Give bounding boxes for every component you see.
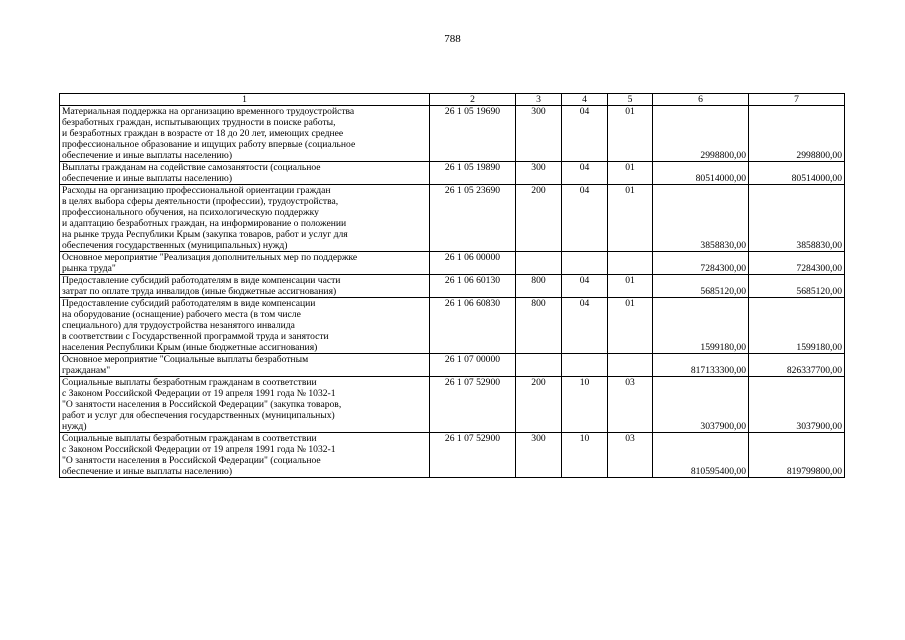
row-rz-cell: 04 bbox=[562, 162, 608, 185]
row-name-cell: Социальные выплаты безработным гражданам в соответствии с Законом Российской Федерации от 19 апреля 1991 года № 1032-1 "О занятости населения в Российской Федерации" (социальное обеспечение и иные выплаты населению) bbox=[60, 433, 430, 478]
row-pr-cell: 01 bbox=[608, 275, 653, 298]
header-cell: 5 bbox=[608, 94, 653, 106]
row-vr-cell: 200 bbox=[516, 185, 562, 252]
row-vr-cell: 800 bbox=[516, 298, 562, 354]
row-rz-cell: 04 bbox=[562, 106, 608, 162]
page-number: 788 bbox=[444, 33, 461, 45]
row-rz-cell bbox=[562, 354, 608, 377]
table-row bbox=[60, 185, 845, 252]
row-pr-cell: 03 bbox=[608, 377, 653, 433]
row-sum-year1-cell: 3037900,00 bbox=[653, 377, 749, 433]
row-vr-cell bbox=[516, 354, 562, 377]
row-name-cell: Социальные выплаты безработным гражданам в соответствии с Законом Российской Федерации от 19 апреля 1991 года № 1032-1 "О занятости населения в Российской Федерации" (закупка товаров, работ и услуг для обеспечения государственных (муниципальных) нужд) bbox=[60, 377, 430, 433]
header-cell: 7 bbox=[749, 94, 845, 106]
row-name-cell: Основное мероприятие "Социальные выплаты безработным гражданам" bbox=[60, 354, 430, 377]
row-pr-cell: 01 bbox=[608, 106, 653, 162]
row-sum-year2-cell: 3037900,00 bbox=[749, 377, 845, 433]
table-row bbox=[60, 275, 845, 298]
row-name-cell: Материальная поддержка на организацию временного трудоустройства безработных граждан, испытывающих трудности в поиске работы, и безработных граждан в возрасте от 18 до 20 лет, имеющих среднее профессиональное образование и ищущих работу впервые (социальное обеспечение и иные выплаты населению) bbox=[60, 106, 430, 162]
row-sum-year1-cell: 2998800,00 bbox=[653, 106, 749, 162]
row-sum-year2-cell: 80514000,00 bbox=[749, 162, 845, 185]
table-row bbox=[60, 433, 845, 478]
table-row bbox=[60, 252, 845, 275]
row-sum-year1-cell: 80514000,00 bbox=[653, 162, 749, 185]
row-vr-cell: 200 bbox=[516, 377, 562, 433]
row-code-cell: 26 1 05 23690 bbox=[430, 185, 516, 252]
row-sum-year2-cell: 826337700,00 bbox=[749, 354, 845, 377]
row-sum-year2-cell: 1599180,00 bbox=[749, 298, 845, 354]
row-sum-year1-cell: 1599180,00 bbox=[653, 298, 749, 354]
row-pr-cell bbox=[608, 252, 653, 275]
table-row bbox=[60, 298, 845, 354]
row-code-cell: 26 1 07 52900 bbox=[430, 377, 516, 433]
row-name-cell: Выплаты гражданам на содействие самозанятости (социальное обеспечение и иные выплаты населению) bbox=[60, 162, 430, 185]
row-name-cell: Расходы на организацию профессиональной ориентации граждан в целях выбора сферы деятельности (профессии), трудоустройства, профессионального обучения, на психологическую поддержку и адаптацию безработных граждан, на информирование о положении на рынке труда Республики Крым (закупка товаров, работ и услуг для обеспечения государственных (муниципальных) нужд) bbox=[60, 185, 430, 252]
row-sum-year1-cell: 7284300,00 bbox=[653, 252, 749, 275]
row-sum-year1-cell: 810595400,00 bbox=[653, 433, 749, 478]
table-row bbox=[60, 377, 845, 433]
row-vr-cell: 300 bbox=[516, 433, 562, 478]
row-sum-year1-cell: 5685120,00 bbox=[653, 275, 749, 298]
row-name-cell: Предоставление субсидий работодателям в виде компенсации на оборудование (оснащение) рабочего места (в том числе специального) для трудоустройства незанятого инвалида в соответствии с Государственной программой труда и занятости населения Республики Крым (иные бюджетные ассигнования) bbox=[60, 298, 430, 354]
header-cell: 4 bbox=[562, 94, 608, 106]
row-name-cell: Предоставление субсидий работодателям в виде компенсации части затрат по оплате труда инвалидов (иные бюджетные ассигнования) bbox=[60, 275, 430, 298]
table-row bbox=[60, 354, 845, 377]
row-sum-year2-cell: 3858830,00 bbox=[749, 185, 845, 252]
table-header-row bbox=[60, 94, 845, 106]
row-code-cell: 26 1 07 52900 bbox=[430, 433, 516, 478]
row-vr-cell: 800 bbox=[516, 275, 562, 298]
row-pr-cell: 01 bbox=[608, 298, 653, 354]
row-sum-year2-cell: 2998800,00 bbox=[749, 106, 845, 162]
row-vr-cell: 300 bbox=[516, 106, 562, 162]
row-name-cell: Основное мероприятие "Реализация дополнительных мер по поддержке рынка труда" bbox=[60, 252, 430, 275]
row-vr-cell bbox=[516, 252, 562, 275]
table-row bbox=[60, 106, 845, 162]
header-cell: 2 bbox=[430, 94, 516, 106]
row-rz-cell: 04 bbox=[562, 298, 608, 354]
header-cell: 1 bbox=[60, 94, 430, 106]
row-rz-cell: 10 bbox=[562, 433, 608, 478]
row-rz-cell bbox=[562, 252, 608, 275]
row-vr-cell: 300 bbox=[516, 162, 562, 185]
row-code-cell: 26 1 05 19690 bbox=[430, 106, 516, 162]
row-rz-cell: 04 bbox=[562, 185, 608, 252]
row-rz-cell: 10 bbox=[562, 377, 608, 433]
row-sum-year2-cell: 7284300,00 bbox=[749, 252, 845, 275]
row-code-cell: 26 1 06 00000 bbox=[430, 252, 516, 275]
row-pr-cell: 03 bbox=[608, 433, 653, 478]
table-row bbox=[60, 162, 845, 185]
budget-table bbox=[59, 93, 845, 478]
header-cell: 3 bbox=[516, 94, 562, 106]
row-pr-cell: 01 bbox=[608, 162, 653, 185]
row-sum-year2-cell: 819799800,00 bbox=[749, 433, 845, 478]
row-pr-cell: 01 bbox=[608, 185, 653, 252]
row-code-cell: 26 1 05 19890 bbox=[430, 162, 516, 185]
row-sum-year2-cell: 5685120,00 bbox=[749, 275, 845, 298]
row-code-cell: 26 1 06 60130 bbox=[430, 275, 516, 298]
row-rz-cell: 04 bbox=[562, 275, 608, 298]
row-code-cell: 26 1 06 60830 bbox=[430, 298, 516, 354]
row-pr-cell bbox=[608, 354, 653, 377]
header-cell: 6 bbox=[653, 94, 749, 106]
row-sum-year1-cell: 817133300,00 bbox=[653, 354, 749, 377]
row-sum-year1-cell: 3858830,00 bbox=[653, 185, 749, 252]
row-code-cell: 26 1 07 00000 bbox=[430, 354, 516, 377]
